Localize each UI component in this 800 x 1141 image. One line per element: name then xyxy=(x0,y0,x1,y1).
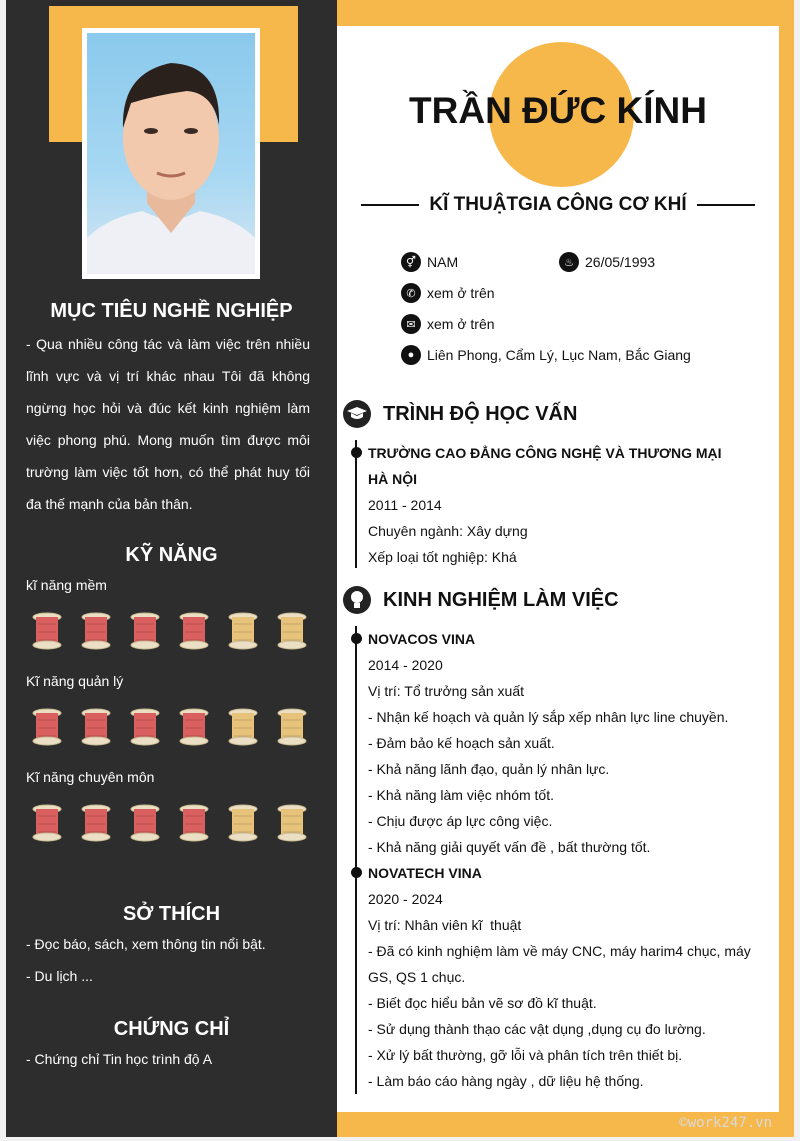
phone-value: xem ở trên xyxy=(427,285,495,301)
sidebar xyxy=(6,0,337,1137)
email-icon: ✉ xyxy=(401,314,421,334)
skill-spool-filled-icon xyxy=(124,804,173,844)
birthday-value: 26/05/1993 xyxy=(585,254,656,270)
skill-spool-filled-icon xyxy=(124,708,173,748)
hobbies-title: SỞ THÍCH xyxy=(122,903,221,925)
job-duty: - Xử lý bất thường, gỡ lỗi và phân tích trên thiết bị. xyxy=(368,1047,683,1063)
objective-text: - Qua nhiều công tác và làm việc trên nhiều lĩnh vực và vị trí khác nhau Tôi đã không ngừng học hỏi và đúc kết kinh nghiệm làm việc phong phú. Mong muốn tìm được môi trường làm việc tốt hơn, có thể phát huy tối đa thế mạnh của bản thân. xyxy=(26,336,310,512)
hobby-item: - Du lịch ... xyxy=(26,968,93,984)
job-position: Vị trí: Nhân viên kĩ thuật xyxy=(368,917,522,933)
timeline-dot xyxy=(351,633,362,644)
experience-entry xyxy=(368,626,768,860)
education-entry xyxy=(368,440,768,570)
job-duty: - Làm báo cáo hàng ngày , dữ liệu hệ thống. xyxy=(368,1073,644,1089)
birthday-cake-icon: ♨ xyxy=(559,252,579,272)
cert-item: - Chứng chỉ Tin học trình độ A xyxy=(26,1051,213,1067)
skill-spool-filled-icon xyxy=(173,804,222,844)
job-position: Vị trí: Tổ trưởng sản xuất xyxy=(368,683,525,699)
skill-spool-empty-icon xyxy=(271,804,320,844)
skill-label: Kĩ năng quản lý xyxy=(26,673,124,689)
job-duty: - Khả năng lãnh đạo, quản lý nhân lực. xyxy=(368,761,610,777)
job-duty: - Khả năng làm việc nhóm tốt. xyxy=(368,787,554,803)
job-period: 2014 - 2020 xyxy=(368,657,443,673)
skill-rating xyxy=(26,612,320,652)
education-grade: Xếp loại tốt nghiệp: Khá xyxy=(368,549,517,565)
location-pin-icon: ● xyxy=(401,345,421,365)
job-duty: - Nhận kế hoạch và quản lý sắp xếp nhân lực line chuyền. xyxy=(368,709,729,725)
company-name: NOVACOS VINA xyxy=(368,631,476,647)
phone-icon: ✆ xyxy=(401,283,421,303)
school-name-cont: HÀ NỘI xyxy=(368,471,417,487)
skill-rating xyxy=(26,804,320,844)
skill-spool-filled-icon xyxy=(75,708,124,748)
education-heading xyxy=(343,400,577,428)
skill-spool-empty-icon xyxy=(222,804,271,844)
education-title: TRÌNH ĐỘ HỌC VẤN xyxy=(383,402,578,425)
experience-timeline xyxy=(355,626,357,1094)
skill-label: kĩ năng mềm xyxy=(26,577,107,593)
avatar xyxy=(82,28,260,279)
divider xyxy=(697,204,755,206)
skill-spool-filled-icon xyxy=(26,804,75,844)
job-duty: - Đảm bảo kế hoạch sản xuất. xyxy=(368,735,555,751)
lightbulb-icon xyxy=(343,586,371,614)
education-major: Chuyên ngành: Xây dựng xyxy=(368,523,528,539)
experience-title: KINH NGHIỆM LÀM VIỆC xyxy=(383,588,619,611)
job-duty: - Biết đọc hiểu bản vẽ sơ đồ kĩ thuật. xyxy=(368,995,597,1011)
skill-spool-filled-icon xyxy=(173,612,222,652)
experience-entry xyxy=(368,860,768,1094)
job-duty: - Đã có kinh nghiệm làm về máy CNC, máy harim4 chục, máy GS, QS 1 chục. xyxy=(368,943,751,985)
skill-spool-filled-icon xyxy=(26,708,75,748)
job-duty: - Chịu được áp lực công việc. xyxy=(368,813,553,829)
skill-spool-filled-icon xyxy=(124,612,173,652)
skill-rating xyxy=(26,708,320,748)
objective-title: MỤC TIÊU NGHỀ NGHIỆP xyxy=(50,300,293,322)
profile-photo xyxy=(87,33,255,274)
skill-spool-empty-icon xyxy=(222,612,271,652)
birthday-row xyxy=(559,252,655,272)
job-period: 2020 - 2024 xyxy=(368,891,443,907)
gender-icon: ⚥ xyxy=(401,252,421,272)
job-title: KĨ THUẬTGIA CÔNG CƠ KHÍ xyxy=(429,194,687,215)
company-name: NOVATECH VINA xyxy=(368,865,482,881)
skills-title: KỸ NĂNG xyxy=(125,544,218,566)
skill-label: Kĩ năng chuyên môn xyxy=(26,769,155,785)
email-value: xem ở trên xyxy=(427,316,495,332)
skill-spool-empty-icon xyxy=(222,708,271,748)
main-content xyxy=(337,26,779,1112)
address-row xyxy=(401,345,691,365)
skill-spool-empty-icon xyxy=(271,708,320,748)
skill-spool-filled-icon xyxy=(173,708,222,748)
skill-spool-empty-icon xyxy=(271,612,320,652)
skill-spool-filled-icon xyxy=(75,804,124,844)
job-duty: - Khả năng giải quyết vấn đề , bất thường tốt. xyxy=(368,839,651,855)
address-value: Liên Phong, Cẩm Lý, Lục Nam, Bắc Giang xyxy=(427,347,691,363)
certs-title: CHỨNG CHỈ xyxy=(113,1018,230,1040)
school-name: TRƯỜNG CAO ĐẲNG CÔNG NGHỆ VÀ THƯƠNG MẠI xyxy=(368,445,722,461)
job-title-row xyxy=(361,194,755,216)
skill-spool-filled-icon xyxy=(75,612,124,652)
email-row xyxy=(401,314,495,334)
candidate-name: TRẦN ĐỨC KÍNH xyxy=(409,90,707,131)
timeline-dot xyxy=(351,867,362,878)
timeline-dot xyxy=(351,447,362,458)
graduation-cap-icon xyxy=(343,400,371,428)
education-timeline xyxy=(355,440,357,568)
gender-row xyxy=(401,252,458,272)
experience-heading xyxy=(343,586,619,614)
phone-row xyxy=(401,283,495,303)
education-period: 2011 - 2014 xyxy=(368,497,442,513)
gender-value: NAM xyxy=(427,254,459,270)
divider xyxy=(361,204,419,206)
hobby-item: - Đọc báo, sách, xem thông tin nổi bật. xyxy=(26,936,266,952)
skill-spool-filled-icon xyxy=(26,612,75,652)
watermark: ©work247.vn xyxy=(679,1115,772,1131)
job-duty: - Sử dụng thành thạo các vật dụng ,dụng cụ đo lường. xyxy=(368,1021,706,1037)
